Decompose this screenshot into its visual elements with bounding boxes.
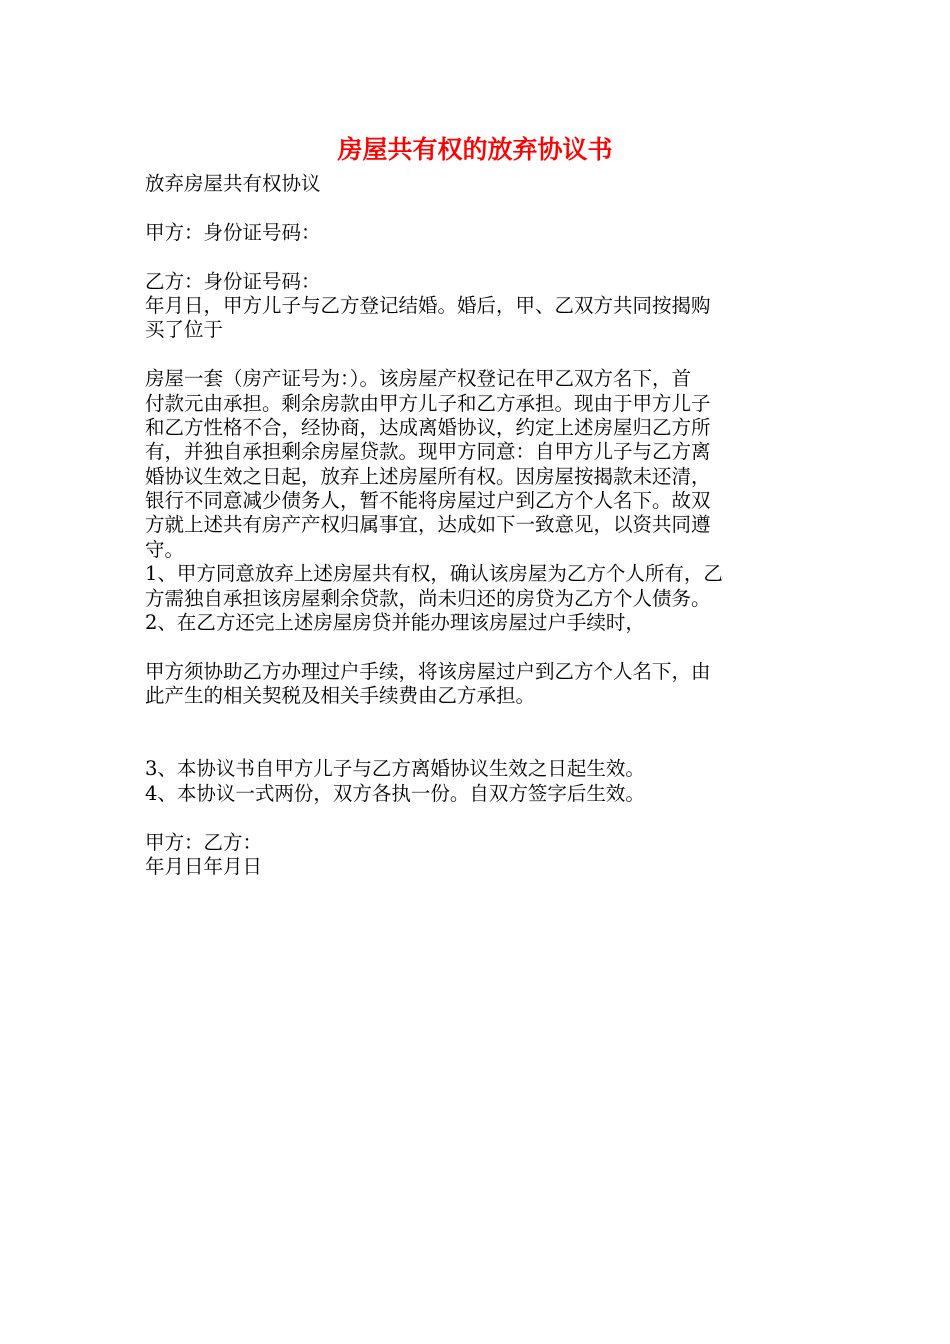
text-line: 2、在乙方还完上述房屋房贷并能办理该房屋过户手续时， <box>145 611 645 635</box>
text-line: 3、本协议书自甲方儿子与乙方离婚协议生效之日起生效。 <box>145 757 645 781</box>
text-line: 年月日，甲方儿子与乙方登记结婚。婚后，甲、乙双方共同按揭购 <box>145 293 711 317</box>
text-line <box>145 806 810 830</box>
text-line <box>145 343 810 367</box>
text-line: 和乙方性格不合，经协商，达成离婚协议，约定上述房屋归乙方所 <box>145 415 711 439</box>
text-line <box>145 196 810 220</box>
document-body <box>145 172 810 879</box>
text-line: 甲方：身份证号码： <box>145 220 321 244</box>
text-line: 乙方：身份证号码： <box>145 269 321 293</box>
document-title: 房屋共有权的放弃协议书 <box>337 135 613 164</box>
text-line: 有，并独自承担剩余房屋贷款。现甲方同意：自甲方儿子与乙方离 <box>145 440 711 464</box>
text-line <box>145 709 810 733</box>
text-line: 1、甲方同意放弃上述房屋共有权，确认该房屋为乙方个人所有，乙 <box>145 562 723 586</box>
text-line: 放弃房屋共有权协议 <box>145 172 321 195</box>
text-line: 银行不同意减少债务人，暂不能将房屋过户到乙方个人名下。故双 <box>145 489 711 513</box>
text-line <box>145 635 810 659</box>
text-line: 买了位于 <box>145 318 224 342</box>
text-line: 守。 <box>145 537 185 561</box>
text-line: 年月日年月日 <box>145 854 263 878</box>
text-line <box>145 733 810 757</box>
text-line: 婚协议生效之日起，放弃上述房屋所有权。因房屋按揭款未还清， <box>145 464 711 488</box>
text-line <box>145 245 810 269</box>
text-line: 此产生的相关契税及相关手续费由乙方承担。 <box>145 684 536 708</box>
text-line: 甲方：乙方： <box>145 830 263 854</box>
text-line: 方就上述共有房产产权归属事宜，达成如下一致意见，以资共同遵 <box>145 513 711 537</box>
text-line: 房屋一套（房产证号为：）。该房屋产权登记在甲乙双方名下，首 <box>145 367 692 391</box>
text-line: 付款元由承担。剩余房款由甲方儿子和乙方承担。现由于甲方儿子 <box>145 391 711 415</box>
text-line: 甲方须协助乙方办理过户手续，将该房屋过户到乙方个人名下，由 <box>145 659 711 683</box>
text-line: 方需独自承担该房屋剩余贷款，尚未归还的房贷为乙方个人债务。 <box>145 586 711 610</box>
text-line: 4、本协议一式两份，双方各执一份。自双方签字后生效。 <box>145 781 645 805</box>
